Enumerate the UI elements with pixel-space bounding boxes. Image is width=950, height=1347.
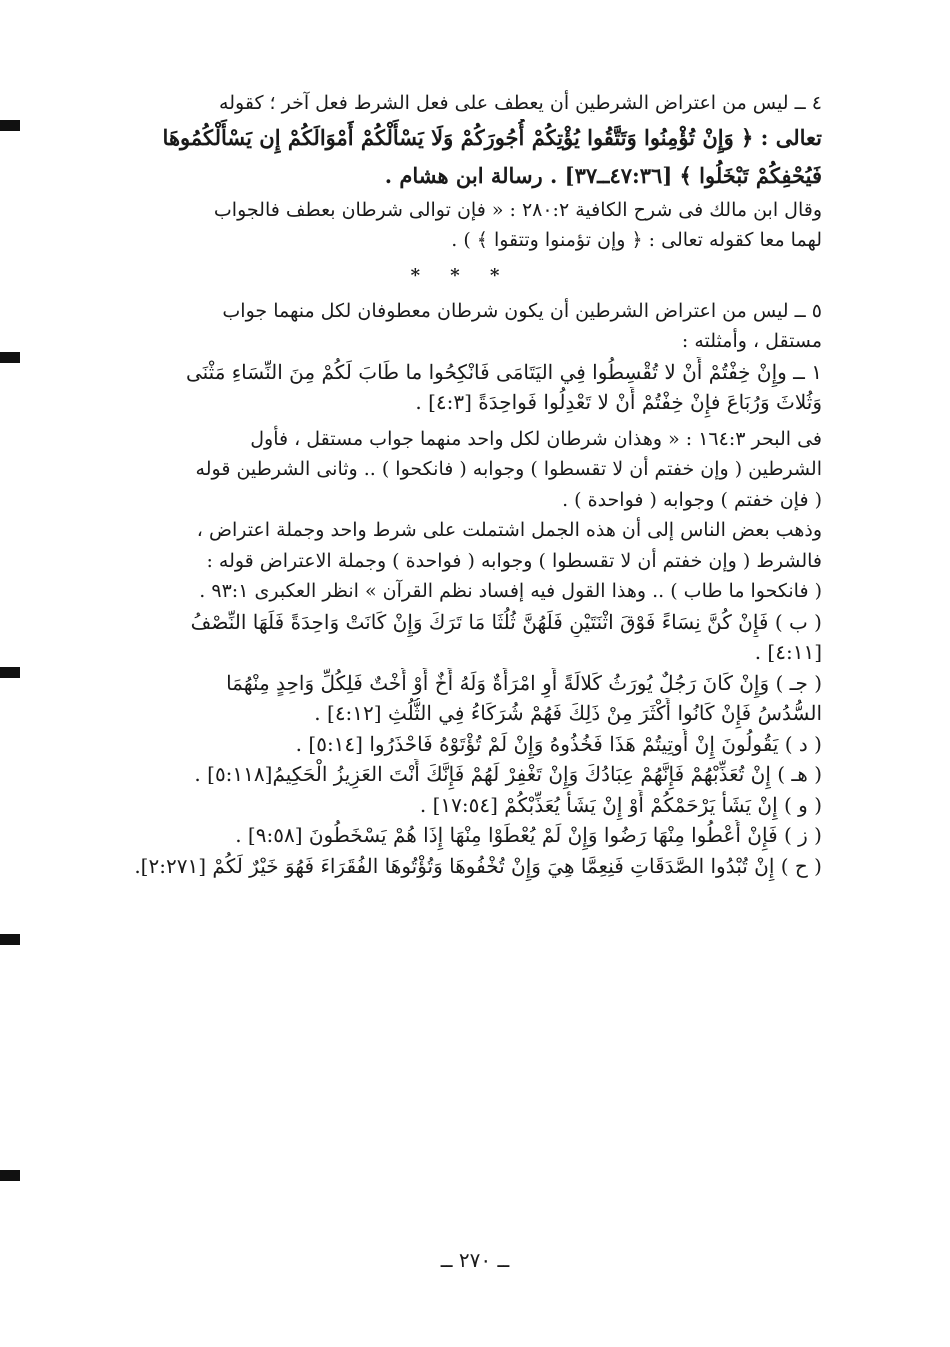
- quran-line: ( جـ ) وَإِنْ كَانَ رَجُلٌ يُورَثُ كَلالَةً أَوِ امْرَأَةٌ وَلَهُ أَخٌ أَوْ أُخْتٌ فَلِكُلِّ وَاحِدٍ مِنْهُمَا: [226, 670, 822, 695]
- quran-line: ( هـ ) إِنْ تُعَذِّبْهُمْ فَإِنَّهُمْ عِبَادُكَ وَإِنْ تَغْفِرْ لَهُمْ فَإِنَّكَ أَنْتَ العَزِيزُ الْحَكِيمُ[٥:١١٨] .: [194, 762, 822, 786]
- text-line: ٥ ــ ليس من اعتراض الشرطين أن يكون شرطان معطوفان لكل منهما جواب: [222, 299, 822, 322]
- text-line: ( فانكحوا ما طاب ) .. وهذا القول فيه إفساد نظم القرآن » انظر العكبرى ٩٣:١ .: [199, 580, 822, 602]
- binding-mark: [0, 1170, 20, 1181]
- quran-line: فَيُحْفِكُمْ تَبْخَلُوا ﴾ [٤٧:٣٦ــ٣٧] . رسالة ابن هشام .: [384, 162, 822, 188]
- text-line: فالشرط ( وإن خفتم أن لا تقسطوا ) وجوابه ( فواحدة ) وجملة الاعتراض قوله :: [206, 549, 822, 572]
- quran-line: وَثُلاثَ وَرُبَاعَ فإِنْ خِفْتُمْ أَنْ لا تَعْدِلُوا فَواحِدَةً [٤:٣] .: [415, 390, 822, 414]
- quran-line: ( ح ) إِنْ تُبْدُوا الصَّدَقَاتِ فَنِعِمَّا هِيَ وَإِنْ تُخْفُوهَا وَتُؤْتُوهَا الفُقَرَاءَ فَهُوَ خَيْرٌ لَكُمْ [٢:٢٧١].: [134, 853, 822, 878]
- quran-line: ١ ــ وإِنْ خِفْتُمْ أَنْ لا تُقْسِطُوا فِي اليَتَامَى فَانْكِحُوا ما طَابَ لَكُمْ مِنَ النِّسَاءِ مَثْنَى: [185, 359, 822, 384]
- quran-line: تعالى : ﴿ وَإِنْ تُؤْمِنُوا وَتَتَّقُوا يُؤْتِكُمْ أُجُورَكُمْ وَلَا يَسْأَلْكُمْ أَمْوَالَكُمْ إِن يَسْأَلْكُمُوهَا: [162, 124, 822, 150]
- quran-line: السُّدُسُ فَإِنْ كَانُوا أَكْثَرَ مِنْ ذَلِكَ فَهُمْ شُرَكَاءُ فِي الثُّلُثِ [٤:١٢] .: [314, 701, 822, 725]
- text-line: وقال ابن مالك فى شرح الكافية ٢٨٠:٢ : « فإن توالى شرطان بعطف فالجواب: [213, 198, 822, 221]
- binding-mark: [0, 667, 20, 678]
- text-line: الشرطين ( وإن خفتم أن لا تقسطوا ) وجوابه ( فانكحوا ) .. وثانى الشرطين قوله: [195, 458, 822, 480]
- binding-mark: [0, 934, 20, 945]
- page-number: ــ ٢٧٠ ــ: [440, 1248, 510, 1272]
- page-body: [100, 88, 822, 881]
- text-line: ( فإن خفتم ) وجوابه ( فواحدة ) .: [562, 488, 822, 511]
- text-line: لهما معا كقوله تعالى : ﴿ وإن تؤمنوا وتتقوا ﴾ ) .: [451, 229, 822, 251]
- binding-mark: [0, 352, 20, 363]
- text-line: وذهب بعض الناس إلى أن هذه الجمل اشتملت على شرط واحد وجملة اعتراض ،: [196, 519, 822, 541]
- quran-line: ( ز ) فَإِنْ أُعْطُوا مِنْهَا رَضُوا وَإِنْ لَمْ يُعْطَوْا مِنْهَا إِذَا هُمْ يَسْخَطُونَ [٩:٥٨] .: [235, 823, 822, 847]
- text-line: فى البحر ١٦٤:٣ : « وهذان شرطان لكل واحد منهما جواب مستقل ، فأول: [250, 427, 822, 450]
- quran-line: ( ب ) فَإِنْ كُنَّ نِسَاءً فَوْقَ اثْنَتَيْنِ فَلَهُنَّ ثُلُثَا مَا تَرَكَ وَإِنْ كَانَتْ وَاحِدَةً فَلَهَا النِّصْفُ: [190, 609, 822, 634]
- quran-line: ( د ) يَقُولُونَ إِنْ أُوتِيتُمْ هَذَا فَخُذُوهُ وَإِنْ لَمْ تُؤْتَوْهُ فَاحْذَرُوا [٥:١٤] .: [295, 731, 822, 756]
- verse-reference: [٤:١١] .: [754, 640, 822, 664]
- section-separator: * * *: [410, 264, 512, 286]
- quran-line: ( و ) إِنْ يَشَأْ يَرْحَمْكُمْ أَوْ إِنْ يَشَأْ يُعَذِّبْكُمْ [١٧:٥٤] .: [419, 792, 822, 817]
- binding-mark: [0, 120, 20, 131]
- text-line: مستقل ، وأمثلته :: [681, 330, 822, 352]
- text-line: ٤ ــ ليس من اعتراض الشرطين أن يعطف على فعل الشرط فعل آخر ؛ كقوله: [219, 92, 822, 114]
